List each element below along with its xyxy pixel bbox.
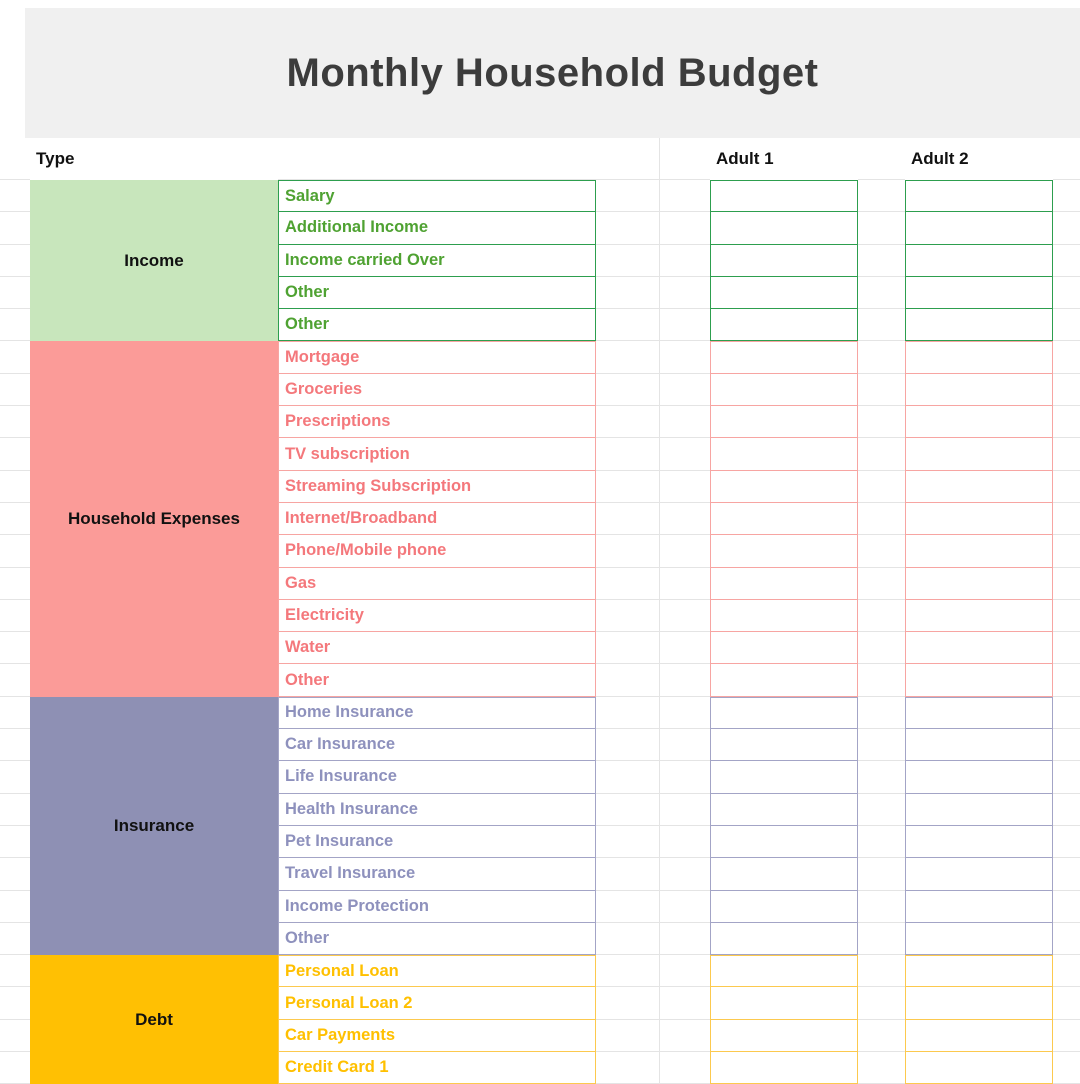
spacer-cell [660,761,710,793]
value-cell-adult1[interactable] [710,858,858,890]
value-cell-adult1[interactable] [710,761,858,793]
margin-cell [0,1020,30,1052]
value-cell-adult2[interactable] [905,471,1053,503]
spacer-cell [596,729,660,761]
value-cell-adult1[interactable] [710,374,858,406]
margin-cell [1053,406,1080,438]
category-cell-household-expenses[interactable]: Household Expenses [30,341,278,696]
margin-cell [1053,600,1080,632]
item-cell[interactable]: Electricity [278,600,596,632]
spacer-cell [858,955,905,987]
value-cell-adult2[interactable] [905,987,1053,1019]
spacer-cell [858,826,905,858]
spacer-cell [660,309,710,341]
margin-cell [1053,212,1080,244]
spacer-cell [858,374,905,406]
margin-cell [0,438,30,470]
column-header-type[interactable]: Type [36,149,75,168]
value-cell-adult1[interactable] [710,697,858,729]
margin-cell [0,568,30,600]
spacer-cell [596,309,660,341]
value-cell-adult2[interactable] [905,923,1053,955]
value-cell-adult2[interactable] [905,277,1053,309]
value-cell-adult1[interactable] [710,955,858,987]
value-cell-adult1[interactable] [710,891,858,923]
spacer-cell [596,826,660,858]
spacer-cell [660,632,710,664]
category-cell-insurance[interactable]: Insurance [30,697,278,955]
spacer-cell [596,406,660,438]
spacer-cell [660,826,710,858]
header-row [0,138,1080,180]
value-cell-adult2[interactable] [905,826,1053,858]
spacer-cell [858,341,905,373]
margin-cell [0,955,30,987]
item-cell[interactable]: Personal Loan 2 [278,987,596,1019]
value-cell-adult1[interactable] [710,245,858,277]
item-cell[interactable]: Home Insurance [278,697,596,729]
margin-cell [1053,1020,1080,1052]
item-cell[interactable]: Pet Insurance [278,826,596,858]
value-cell-adult2[interactable] [905,212,1053,244]
spacer-cell [660,891,710,923]
item-cell[interactable]: Water [278,632,596,664]
spacer-cell [660,794,710,826]
margin-cell [1053,697,1080,729]
spacer-cell [660,503,710,535]
spacer-cell [858,503,905,535]
value-cell-adult2[interactable] [905,535,1053,567]
margin-cell [0,374,30,406]
spacer-cell [596,471,660,503]
spacer-cell [660,568,710,600]
spacer-cell [858,138,905,180]
margin-cell [1053,138,1080,180]
margin-cell [0,729,30,761]
margin-cell [1053,891,1080,923]
item-cell[interactable]: Health Insurance [278,794,596,826]
value-cell-adult1[interactable] [710,406,858,438]
spacer-cell [660,180,710,212]
value-cell-adult2[interactable] [905,891,1053,923]
value-cell-adult2[interactable] [905,406,1053,438]
value-cell-adult2[interactable] [905,180,1053,212]
margin-cell [1053,374,1080,406]
title-band [25,8,1080,138]
spacer-cell [858,600,905,632]
value-cell-adult1[interactable] [710,471,858,503]
spacer-cell [596,761,660,793]
value-cell-adult1[interactable] [710,438,858,470]
spacer-cell [596,180,660,212]
spacer-cell [596,568,660,600]
item-cell[interactable]: Other [278,664,596,696]
spacer-cell [596,794,660,826]
margin-cell [0,503,30,535]
spacer-cell [660,341,710,373]
value-cell-adult2[interactable] [905,1052,1053,1084]
spacer-cell [660,535,710,567]
spacer-cell [858,1052,905,1084]
spacer-cell [858,535,905,567]
margin-cell [1053,568,1080,600]
margin-cell [1053,761,1080,793]
value-cell-adult1[interactable] [710,309,858,341]
column-header-adult1[interactable]: Adult 1 [716,149,774,168]
value-cell-adult1[interactable] [710,341,858,373]
margin-cell [1053,729,1080,761]
margin-cell [1053,180,1080,212]
spacer-cell [858,245,905,277]
spacer-cell [660,471,710,503]
spacer-cell [858,568,905,600]
margin-cell [1053,632,1080,664]
value-cell-adult1[interactable] [710,535,858,567]
spacer-cell [660,212,710,244]
value-cell-adult2[interactable] [905,341,1053,373]
spacer-cell [596,341,660,373]
value-cell-adult2[interactable] [905,568,1053,600]
margin-cell [1053,277,1080,309]
margin-cell [1053,438,1080,470]
spacer-cell [858,309,905,341]
item-cell[interactable]: Personal Loan [278,955,596,987]
value-cell-adult1[interactable] [710,729,858,761]
margin-cell [0,632,30,664]
value-cell-adult2[interactable] [905,632,1053,664]
spacer-cell [660,245,710,277]
value-cell-adult1[interactable] [710,277,858,309]
spacer-cell [278,138,596,180]
item-cell[interactable]: Salary [278,180,596,212]
spacer-cell [660,697,710,729]
spacer-cell [858,761,905,793]
spacer-cell [660,438,710,470]
spacer-cell [596,212,660,244]
margin-cell [1053,245,1080,277]
spacer-cell [660,600,710,632]
margin-cell [0,1052,30,1084]
spacer-cell [858,987,905,1019]
value-cell-adult1[interactable] [710,212,858,244]
item-cell[interactable]: Travel Insurance [278,858,596,890]
spacer-cell [858,632,905,664]
value-cell-adult2[interactable] [905,664,1053,696]
spacer-cell [858,697,905,729]
value-cell-adult2[interactable] [905,697,1053,729]
margin-cell [1053,309,1080,341]
spacer-cell [660,987,710,1019]
value-cell-adult2[interactable] [905,729,1053,761]
spacer-cell [596,503,660,535]
item-cell[interactable]: Mortgage [278,341,596,373]
spacer-cell [596,858,660,890]
margin-cell [0,858,30,890]
spacer-cell [596,138,660,180]
item-cell[interactable]: Streaming Subscription [278,471,596,503]
item-cell[interactable]: Income Protection [278,891,596,923]
value-cell-adult1[interactable] [710,632,858,664]
spacer-cell [660,1020,710,1052]
spacer-cell [660,729,710,761]
margin-cell [0,180,30,212]
spacer-cell [596,245,660,277]
value-cell-adult1[interactable] [710,923,858,955]
value-cell-adult2[interactable] [905,1020,1053,1052]
spacer-cell [660,406,710,438]
spacer-cell [858,1020,905,1052]
spacer-cell [596,632,660,664]
margin-cell [0,794,30,826]
spacer-cell [858,729,905,761]
spacer-cell [858,891,905,923]
spacer-cell [858,438,905,470]
item-cell[interactable]: Life Insurance [278,761,596,793]
margin-cell [0,471,30,503]
margin-cell [1053,535,1080,567]
value-cell-adult1[interactable] [710,664,858,696]
spacer-cell [596,374,660,406]
spacer-cell [858,406,905,438]
item-cell[interactable]: Credit Card 1 [278,1052,596,1084]
spacer-cell [858,180,905,212]
category-cell-debt[interactable]: Debt [30,955,278,1084]
spacer-cell [596,923,660,955]
spacer-cell [660,1052,710,1084]
spacer-cell [660,858,710,890]
margin-cell [0,138,30,180]
item-cell[interactable]: Car Payments [278,1020,596,1052]
spacer-cell [596,987,660,1019]
item-cell[interactable]: Income carried Over [278,245,596,277]
spacer-cell [858,277,905,309]
value-cell-adult1[interactable] [710,794,858,826]
value-cell-adult2[interactable] [905,245,1053,277]
margin-cell [1053,826,1080,858]
spacer-cell [596,438,660,470]
margin-cell [1053,664,1080,696]
category-cell-income[interactable]: Income [30,180,278,341]
spacer-cell [858,858,905,890]
margin-cell [0,341,30,373]
value-cell-adult2[interactable] [905,309,1053,341]
value-cell-adult1[interactable] [710,600,858,632]
item-cell[interactable]: Car Insurance [278,729,596,761]
spacer-cell [596,535,660,567]
margin-cell [0,664,30,696]
value-cell-adult1[interactable] [710,987,858,1019]
spacer-cell [596,955,660,987]
margin-cell [1053,1052,1080,1084]
value-cell-adult1[interactable] [710,826,858,858]
margin-cell [1053,341,1080,373]
spacer-cell [858,664,905,696]
item-cell[interactable]: Internet/Broadband [278,503,596,535]
margin-cell [0,245,30,277]
sheet-grid [0,180,1080,1077]
spacer-cell [858,212,905,244]
margin-cell [0,535,30,567]
spacer-cell [660,277,710,309]
margin-cell [1053,987,1080,1019]
spacer-cell [596,697,660,729]
value-cell-adult2[interactable] [905,858,1053,890]
item-cell[interactable]: Other [278,277,596,309]
margin-cell [0,697,30,729]
spacer-cell [596,664,660,696]
margin-cell [0,600,30,632]
margin-cell [1053,955,1080,987]
margin-cell [0,923,30,955]
margin-cell [0,212,30,244]
item-cell[interactable]: Prescriptions [278,406,596,438]
value-cell-adult2[interactable] [905,761,1053,793]
spacer-cell [660,664,710,696]
spacer-cell [596,277,660,309]
value-cell-adult2[interactable] [905,955,1053,987]
value-cell-adult1[interactable] [710,568,858,600]
value-cell-adult2[interactable] [905,374,1053,406]
spacer-cell [596,600,660,632]
item-cell[interactable]: Gas [278,568,596,600]
spacer-cell [596,1020,660,1052]
spacer-cell [596,891,660,923]
margin-cell [1053,858,1080,890]
item-cell[interactable]: Phone/Mobile phone [278,535,596,567]
margin-cell [0,309,30,341]
value-cell-adult1[interactable] [710,1020,858,1052]
spacer-cell [858,794,905,826]
spacer-cell [660,955,710,987]
spacer-cell [858,471,905,503]
value-cell-adult2[interactable] [905,600,1053,632]
spacer-cell [596,1052,660,1084]
value-cell-adult1[interactable] [710,180,858,212]
margin-cell [1053,794,1080,826]
item-cell[interactable]: Other [278,309,596,341]
spacer-cell [660,138,710,180]
item-cell[interactable]: Other [278,923,596,955]
margin-cell [0,277,30,309]
value-cell-adult2[interactable] [905,794,1053,826]
spacer-cell [660,923,710,955]
margin-cell [0,406,30,438]
sheet-title: Monthly Household Budget [286,50,819,95]
spacer-cell [858,923,905,955]
margin-cell [0,891,30,923]
value-cell-adult2[interactable] [905,503,1053,535]
margin-cell [1053,923,1080,955]
margin-cell [1053,471,1080,503]
margin-cell [0,826,30,858]
margin-cell [0,761,30,793]
margin-cell [1053,503,1080,535]
item-cell[interactable]: Groceries [278,374,596,406]
item-cell[interactable]: TV subscription [278,438,596,470]
value-cell-adult1[interactable] [710,1052,858,1084]
margin-cell [0,987,30,1019]
spacer-cell [660,374,710,406]
value-cell-adult1[interactable] [710,503,858,535]
column-header-adult2[interactable]: Adult 2 [911,149,969,168]
value-cell-adult2[interactable] [905,438,1053,470]
item-cell[interactable]: Additional Income [278,212,596,244]
